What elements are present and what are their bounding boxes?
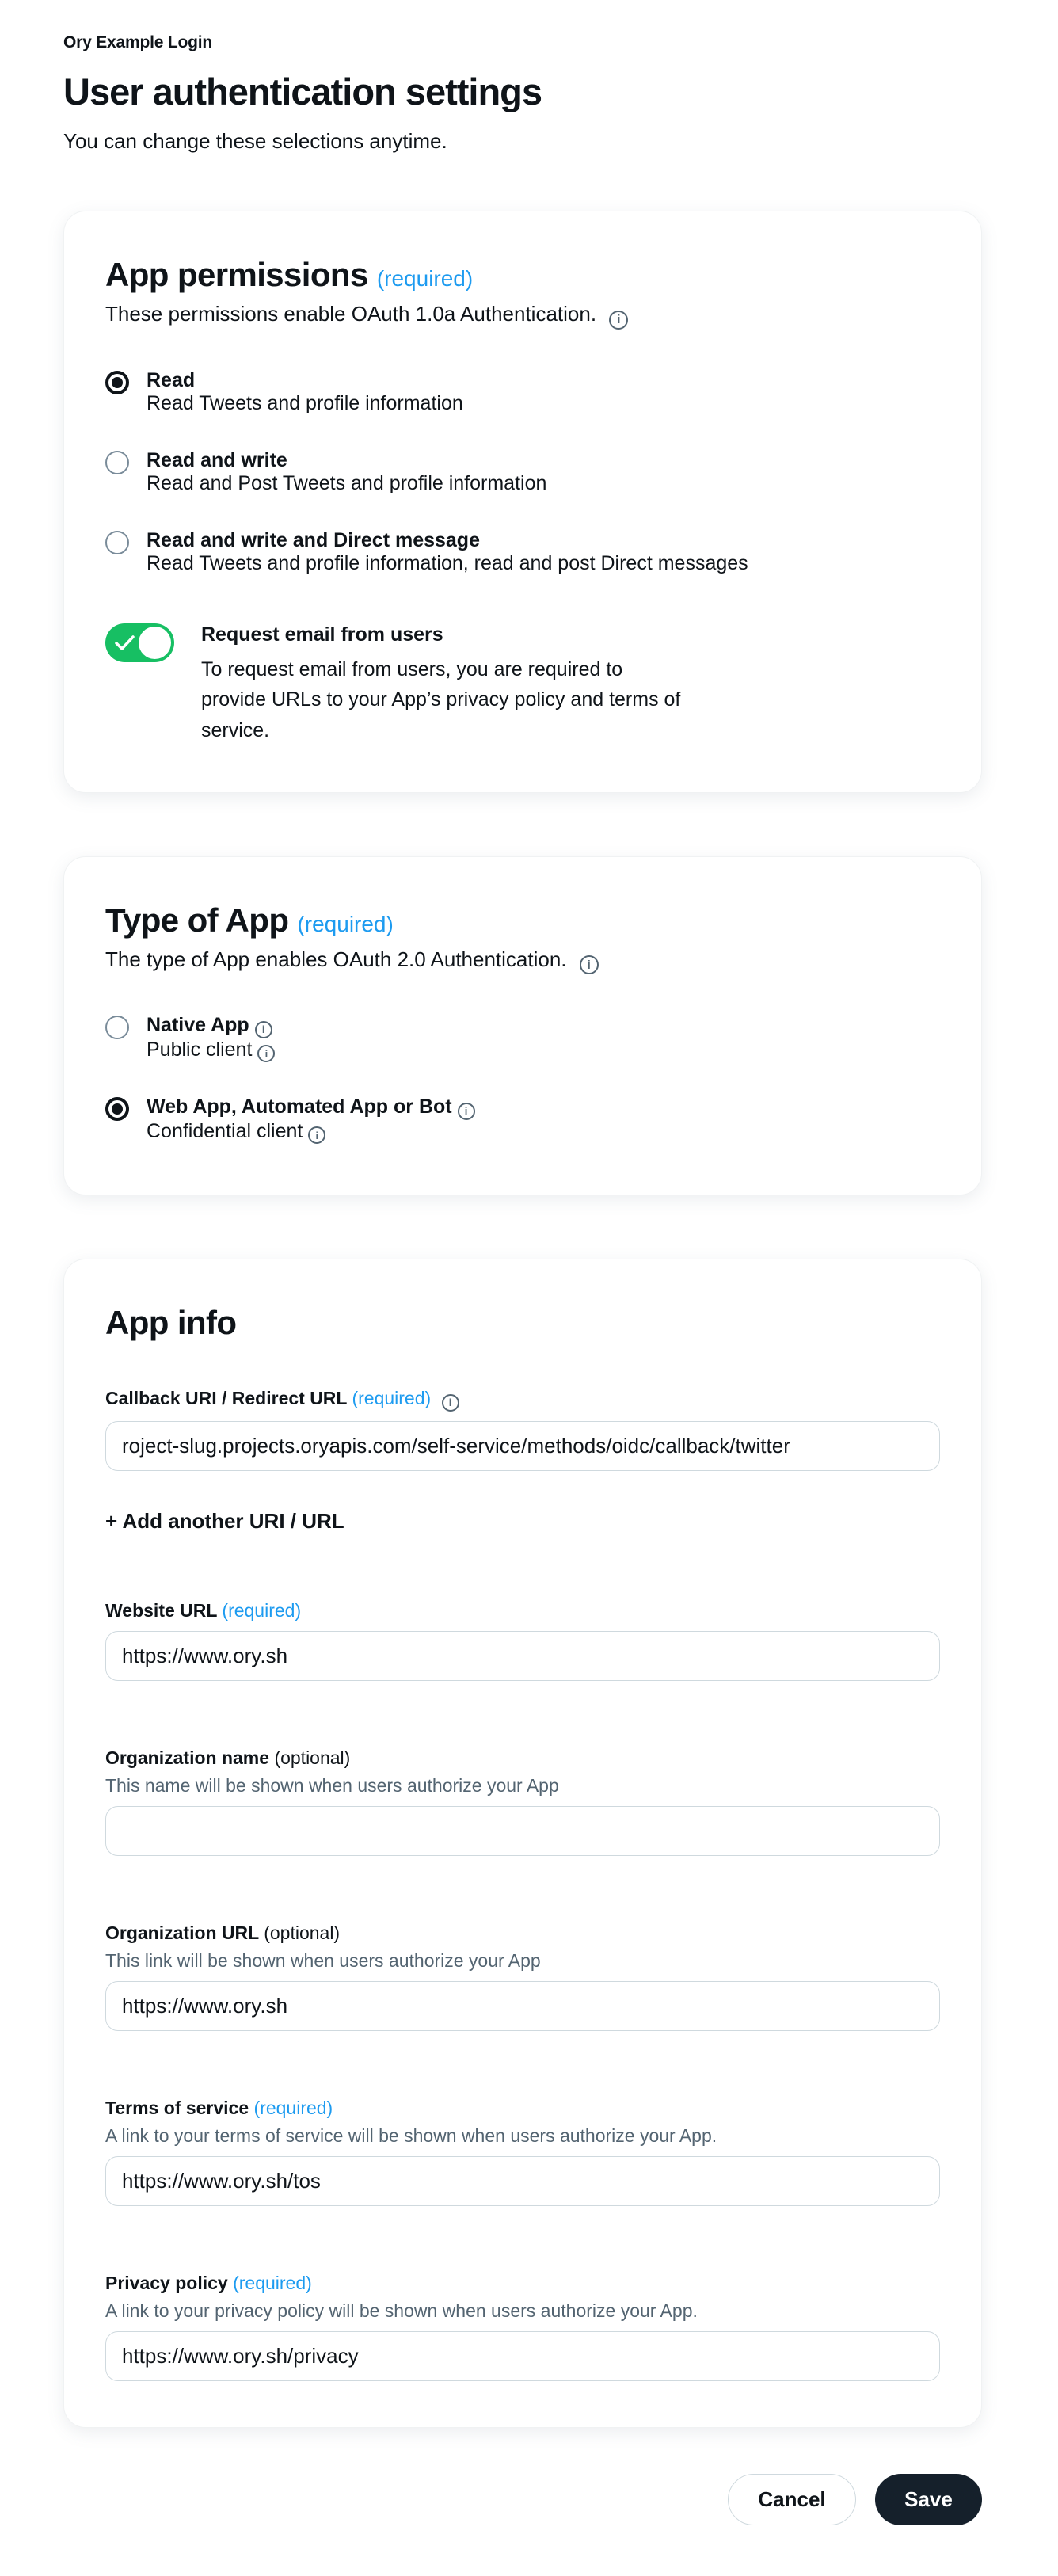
info-icon[interactable]: i [255,1021,272,1038]
radio-option-read[interactable] [105,369,940,416]
website-url-label [105,1600,940,1621]
terms-of-service-label-text: Terms of service [105,2097,249,2118]
radio-option-sublabel [147,1120,475,1145]
organization-name-field-group [105,1747,940,1856]
radio-option-native-app[interactable] [105,1014,940,1062]
radio-option-text [147,1096,475,1144]
required-badge: (required) [352,1388,432,1409]
callback-url-input[interactable] [105,1421,940,1471]
info-icon[interactable]: i [442,1394,459,1412]
request-email-toggle[interactable] [105,623,174,662]
request-email-description: To request email from users, you are required to provide URLs to your App’s privacy policy and terms of service. [201,657,681,741]
callback-url-label-text: Callback URI / Redirect URL [105,1388,348,1409]
type-of-app-card [63,856,982,1196]
page-subtitle: You can change these selections anytime. [63,129,447,153]
type-of-app-subtitle-text: The type of App enables OAuth 2.0 Authentication. [105,947,567,971]
app-permissions-card [63,211,982,793]
radio-option-text [147,529,748,576]
radio-option-description: Read Tweets and profile information [147,392,463,414]
radio-option-read-write-dm[interactable] [105,529,940,576]
app-info-title: App info [105,1304,237,1342]
info-icon[interactable]: i [609,311,628,330]
radio-option-text [147,1014,275,1062]
radio-option-description: Read Tweets and profile information, read and post Direct messages [147,552,748,574]
organization-name-input[interactable] [105,1806,940,1856]
app-permissions-title [105,256,940,294]
info-icon[interactable]: i [458,1103,475,1120]
info-icon[interactable]: i [257,1045,275,1062]
privacy-policy-input[interactable] [105,2331,940,2381]
radio-option-text [147,449,546,496]
app-permissions-subtitle-text: These permissions enable OAuth 1.0a Authentication. [105,302,597,326]
terms-of-service-field-group [105,2098,940,2206]
page-title: User authentication settings [63,70,542,112]
terms-of-service-description: A link to your terms of service will be shown when users authorize your App. [105,2124,717,2146]
terms-of-service-label [105,2098,940,2119]
required-badge: (required) [222,1599,302,1621]
radio-selected-icon[interactable] [105,1097,129,1121]
radio-option-label [147,1014,275,1038]
privacy-policy-label-text: Privacy policy [105,2272,228,2293]
optional-badge: (optional) [274,1747,351,1768]
request-email-label: Request email from users [201,623,443,646]
radio-option-description: Read and Post Tweets and profile information [147,472,547,494]
required-badge: (required) [297,911,394,936]
radio-option-label: Read and write [147,448,287,471]
type-of-app-subtitle [105,947,940,975]
radio-option-label: Read and write and Direct message [147,528,480,551]
website-url-label-text: Website URL [105,1599,218,1621]
terms-of-service-input[interactable] [105,2156,940,2206]
cancel-button[interactable]: Cancel [728,2474,856,2525]
radio-unselected-icon[interactable] [105,531,129,554]
toggle-knob [139,627,171,659]
required-badge: (required) [253,2097,333,2118]
radio-option-read-write[interactable] [105,449,940,496]
radio-option-web-app[interactable] [105,1096,940,1144]
app-name: Ory Example Login [63,33,212,51]
native-app-label: Native App [147,1014,249,1037]
radio-option-label [147,1096,475,1120]
organization-name-description: This name will be shown when users authorize your App [105,1774,559,1796]
info-icon[interactable]: i [308,1126,325,1144]
confidential-client-label: Confidential client [147,1119,303,1142]
web-app-label: Web App, Automated App or Bot [147,1096,452,1118]
type-of-app-title [105,901,940,939]
request-email-row [105,623,940,746]
required-badge: (required) [233,2272,312,2293]
privacy-policy-label [105,2273,940,2294]
radio-option-sublabel [147,1038,275,1063]
required-badge: (required) [376,266,474,291]
check-icon [115,634,135,652]
organization-url-field-group [105,1922,940,2031]
organization-name-label-text: Organization name [105,1747,270,1768]
organization-name-label [105,1747,940,1769]
radio-unselected-icon[interactable] [105,1016,129,1039]
radio-option-label: Read [147,368,196,391]
privacy-policy-description: A link to your privacy policy will be shown when users authorize your App. [105,2300,698,2321]
radio-selected-icon[interactable] [105,371,129,394]
footer-actions [63,2474,982,2525]
organization-url-label-text: Organization URL [105,1922,259,1943]
public-client-label: Public client [147,1038,253,1061]
app-permissions-title-text: App permissions [105,256,368,293]
organization-url-input[interactable] [105,1981,940,2031]
privacy-policy-field-group [105,2273,940,2381]
app-info-card [63,1259,982,2428]
organization-url-label [105,1922,940,1944]
website-url-field-group [105,1600,940,1681]
add-another-uri-link[interactable]: + Add another URI / URL [105,1508,344,1533]
radio-option-text [147,369,463,416]
organization-url-description: This link will be shown when users authorize your App [105,1949,541,1971]
callback-url-field-group [105,1388,940,1534]
radio-unselected-icon[interactable] [105,451,129,474]
save-button[interactable]: Save [875,2474,982,2525]
type-of-app-title-text: Type of App [105,901,289,939]
info-icon[interactable]: i [580,955,599,974]
app-permissions-subtitle [105,302,940,330]
callback-url-label [105,1388,940,1412]
request-email-text [201,623,692,746]
website-url-input[interactable] [105,1631,940,1681]
optional-badge: (optional) [264,1922,341,1943]
